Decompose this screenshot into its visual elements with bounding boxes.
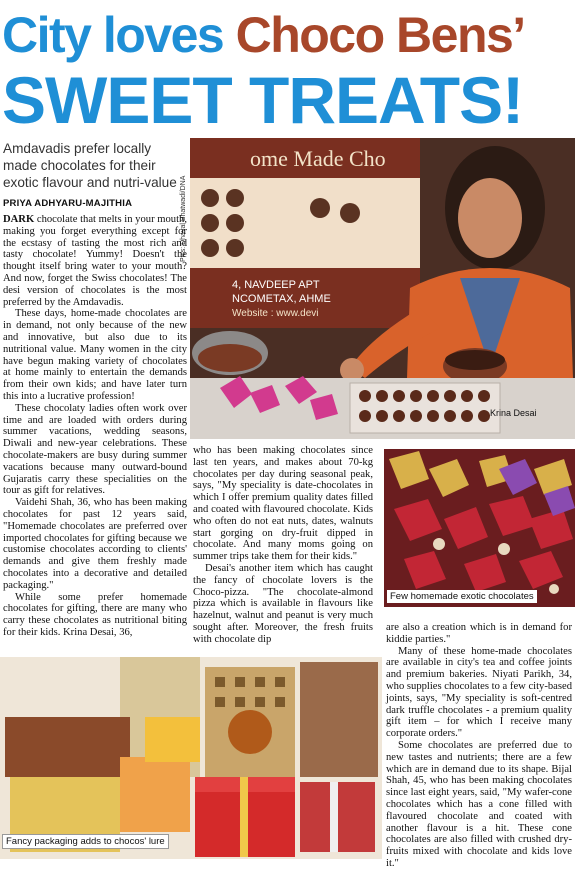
sign-text-website: Website : www.devi xyxy=(232,308,319,319)
paragraph-7: Desai's another item which has caught the fancy of chocolate lovers is the Choco-pizza. "The chocolate-almond pizza which is available in flavours like hazelnut, walnut and peanut is very much sought after. Moreover, the fresh fruits with chocolate dip xyxy=(193,562,373,645)
photo-credit: Pics: Dhaval Bhatwadi/DNA xyxy=(180,175,187,262)
main-photo-chocolatier xyxy=(190,138,575,439)
paragraph-5: While some prefer homemade chocolates for gifting, there are many who carry these chocolates as nutritional biting for their kids. Krina Desai, 36, xyxy=(3,591,187,638)
headline-line-2: SWEET TREATS! xyxy=(2,63,524,137)
paragraph-1 xyxy=(3,214,187,308)
exotic-photo-caption: Few homemade exotic chocolates xyxy=(387,590,537,603)
byline: PRIYA ADHYARU-MAJITHIA xyxy=(3,198,133,209)
article-column-2 xyxy=(193,445,373,645)
sign-text-address: 4, NAVDEEP APT xyxy=(232,279,320,291)
packaging-illustration xyxy=(0,657,382,859)
paragraph-3: These chocolaty ladies often work over time and are loaded with orders during summer vacations, wedding seasons, Diwali and new-year celebrations. These chocolate-makers are busy during summer vacations because many outward-bound Gujaratis carry these specialities on the tour as gift for relatives. xyxy=(3,402,187,497)
article-deck: Amdavadis prefer locally made chocolates for their exotic flavour and nutri-value xyxy=(3,141,177,190)
exotic-chocolates-illustration xyxy=(384,449,575,607)
paragraph-1-text: chocolate that melts in your mouth, making you forget everything except for the ecstasy of tasting the most rich and tasty chocolate! Yummy! Doesn't the thought itself bring water to your mouth? And now, forget the Swiss chocolates! The desi version of chocolates is the most preferred by the Amdavadis. xyxy=(3,214,187,308)
packaging-photo-caption: Fancy packaging adds to chocos' lure xyxy=(2,834,169,849)
paragraph-9: Many of these home-made chocolates are available in city's tea and coffee joints and premium bakeries. Niyati Parikh, 34, who supplies chocolates to a few city-based joints, says, "My speciality is soft-centred dark truffle chocolates - a premium quality gift item – for which I receive many corporate orders." xyxy=(386,645,572,740)
lead-word: DARK xyxy=(3,214,35,225)
headline-city-loves: City loves xyxy=(2,7,236,63)
paragraph-8: are also a creation which is in demand for kiddie parties." xyxy=(386,622,572,645)
paragraph-6: who has been making chocolates since last ten years, and makes about 70-kg chocolates per day during seasonal peak, says, "My speciality is date-chocolates in which I offer premium quality dates filled and coated with flavoured chocolate. Kids who often do not eat nuts, dates, walnuts start gorging on dry-fruit dipped in chocolate. And many moms going on summer trips take them for their kids." xyxy=(193,445,373,563)
headline-choco-bens: Choco Bens’ xyxy=(235,7,525,63)
paragraph-2: These days, home-made chocolates are in demand, not only because of the new and innovative, but also due to its nutritional value. Many women in the city have begun making variety of chocolates at home mainly to entertain the demands from their own kids; and have later turn this into a lucrative profession! xyxy=(3,308,187,402)
exotic-chocolates-photo xyxy=(384,449,575,607)
main-photo-illustration xyxy=(190,138,575,439)
article-column-3 xyxy=(386,622,572,869)
sign-text-home-made: ome Made Cho xyxy=(250,146,386,171)
headline-line-1 xyxy=(2,6,525,64)
paragraph-10: Some chocolates are preferred due to new tastes and nutrients; there are a few which are in demand due to its shape. Bijal Shah, 45, who has been making chocolates since last eight years, said, "My wafer-cone chocolates which has a cone filled with flavoured chocolate and coated with another flavour is a hit. These cone chocolates are also filled with crushed dry-fruits mixed with chocolate and kids love it." xyxy=(386,739,572,869)
article-column-1 xyxy=(3,214,187,644)
sign-text-city: NCOMETAX, AHME xyxy=(232,293,331,305)
main-photo-caption: Krina Desai xyxy=(490,408,537,418)
packaging-photo xyxy=(0,657,382,859)
paragraph-4: Vaidehi Shah, 36, who has been making chocolates for past 12 years said, "Homemade chocolates are preferred over imported chocolates for gifting because we customise chocolates according to clients' demands and give them freshly made chocolates into a decorative and detailed packaging." xyxy=(3,497,187,591)
